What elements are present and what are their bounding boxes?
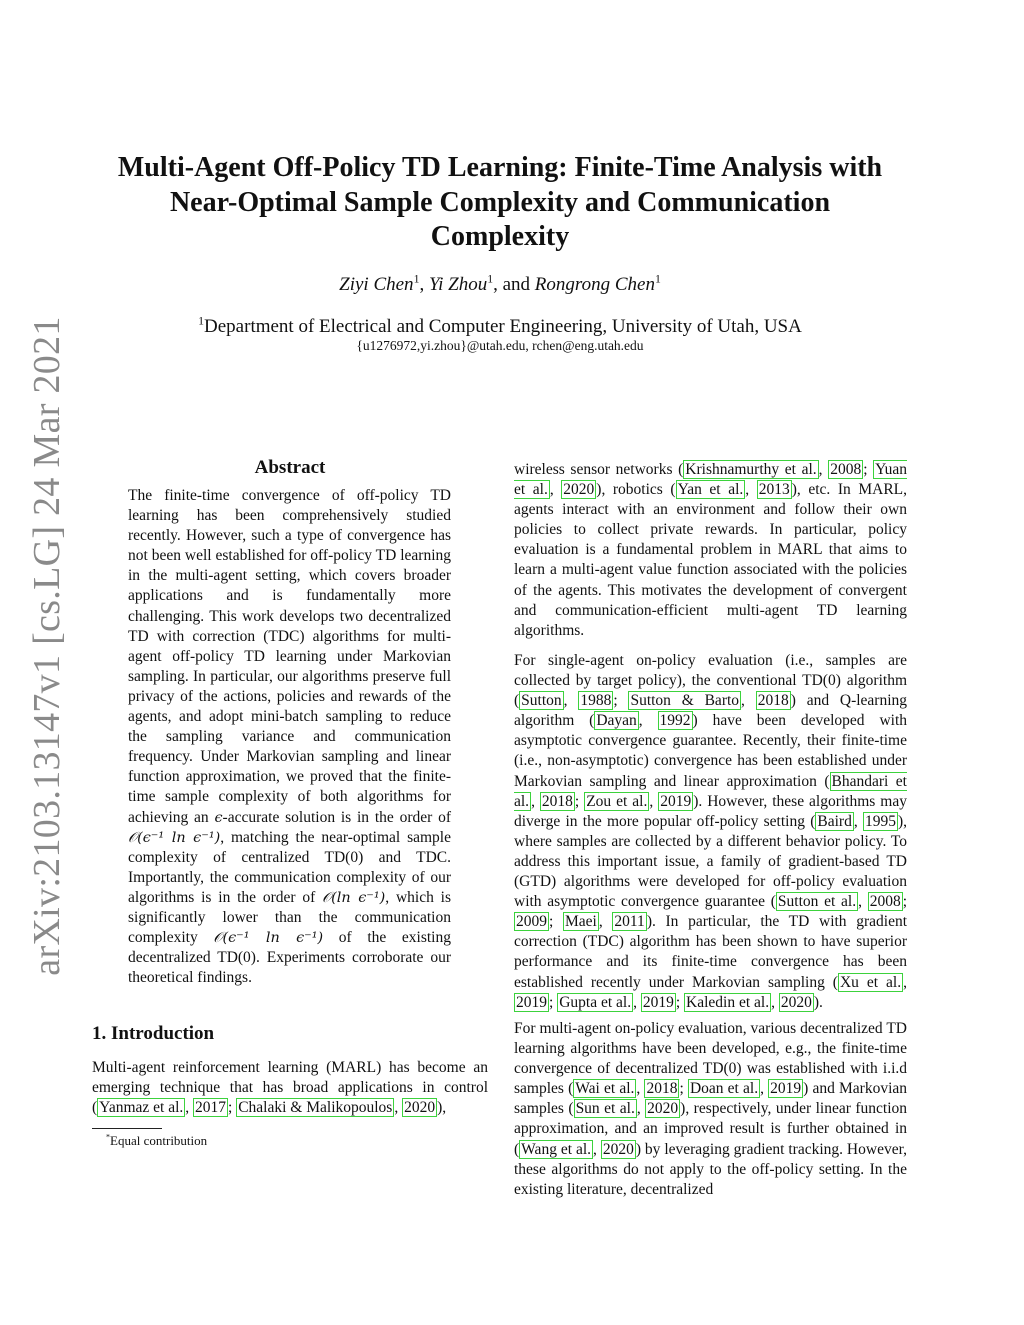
citation-link[interactable]: Xu et al. (839, 973, 902, 991)
footnote-rule (92, 1128, 162, 1129)
citation-link[interactable]: Yanmaz et al. (99, 1099, 184, 1117)
citation-link[interactable]: 2018 (541, 792, 573, 810)
right-column-paragraph-3: For multi-agent on-policy evaluation, various decentralized TD learning algorithms have been developed, e.g., the finite-time convergence of decentralized TD(0) was established with i.i.d samples ( Wai et al. , 2018 ; Doan et al. , 2019 ) and Markovian samples ( Sun et al. , 2020 ), respectively, under linear function approximation, and an improved result is further obtained in ( Wang et al. , 2020 ) by leveraging gradient tracking. However, these algorithms do not apply to the off-policy setting. In the existing literature, decentralized (514, 1020, 908, 1198)
text-run: Multi-agent reinforcement learning (MARL) has become an emerging technique that has broad applications in control ( (92, 1059, 488, 1117)
text-run: ), where samples are collected by a different behavior policy. To address this important issue, a family of gradient-based TD (GTD) algorithms were developed for off-policy evaluation with asymptotic convergence guarantee ( (514, 812, 908, 911)
footnote-text: Equal contribution (110, 1133, 208, 1148)
citation-link[interactable]: Bhandari et al. (514, 772, 907, 810)
citation-link[interactable]: Maei (564, 913, 597, 931)
author-name: Ziyi Chen (339, 274, 414, 295)
author-list (100, 274, 900, 296)
author-affiliation-mark: 1 (487, 272, 494, 286)
affiliation-text: Department of Electrical and Computer Engineering, University of Utah, USA (204, 316, 802, 337)
author-affiliation-mark: 1 (654, 272, 661, 286)
citation-link[interactable]: Sutton (521, 692, 562, 710)
affiliation-mark: 1 (198, 314, 205, 328)
math-complexity: 𝒪(ln ϵ⁻¹) (322, 889, 386, 906)
abstract-text (128, 486, 451, 988)
text-run: ). In particular, the TD with gradient correction (TDC) algorithm has been shown to have superior performance and its finite-time convergence has been established recently under Markovian sampling ( (514, 913, 908, 991)
citation-link[interactable]: 1988 (580, 692, 612, 710)
citation-link[interactable]: 2018 (757, 692, 789, 710)
citation-link[interactable]: 2009 (516, 913, 547, 931)
abstract-segment: -accurate solution is in the order of (222, 808, 451, 826)
text-run: ). However, these algorithms may diverge in the more popular off-policy setting ( (514, 792, 907, 830)
citation-link[interactable]: 2013 (758, 481, 790, 499)
citation-link[interactable]: 2020 (780, 993, 812, 1011)
citation-link[interactable]: Yan et al. (677, 481, 744, 499)
citation-link[interactable]: 2019 (770, 1080, 802, 1098)
text-run: ) and Q-learning algorithm ( (514, 692, 908, 730)
citation-link[interactable]: 2019 (516, 993, 547, 1011)
right-column-paragraph-2: For single-agent on-policy evaluation (i.e., samples are collected by target policy), the conventional TD(0) algorithm ( Sutton , 1988 ; Sutton & Barto , 2018 ) and Q-learning algorithm ( Dayan , 1992 ) have been developed with asymptotic convergence guarantee. Recently, their finite-time (i.e., non-asymptotic) convergence has been established under Markovian sampling and linear approximation ( Bhandari et al. , 2018 ; Zou et al. , 2019 ). However, these algorithms may diverge in the more popular off-policy setting ( Baird , 1995 ), where samples are collected by a different behavior policy. To address this important issue, a family of gradient-based TD (GTD) algorithms were developed for off-policy evaluation with asymptotic convergence guarantee ( Sutton et al. , 2008 ; 2009 ; Maei , 2011 ). In particular, the TD with gradient correction (TDC) algorithm has been shown to have superior performance and its finite-time convergence has been established recently under Markovian sampling ( Xu et al. , 2019 ; Gupta et al. , 2019 ; Kaledin et al. , 2020 ). (514, 652, 908, 1011)
citation-link[interactable]: 2008 (869, 893, 901, 911)
abstract-heading: Abstract (254, 457, 326, 478)
citation-link[interactable]: 2020 (647, 1100, 679, 1118)
paper-title: Multi-Agent Off-Policy TD Learning: Finite-Time Analysis with Near-Optimal Sample Complexity and Communication Complexity (117, 152, 883, 252)
citation-link[interactable]: Chalaki & Malikopoulos (238, 1099, 393, 1117)
math-epsilon: ϵ (214, 809, 223, 826)
author-name: Yi Zhou (428, 274, 488, 295)
text-run: ). (813, 993, 823, 1011)
citation-link[interactable]: Yuan et al. (514, 461, 907, 499)
author-emails: {u1276972,yi.zhou}@utah.edu, rchen@eng.utah.edu (356, 338, 644, 353)
citation-link[interactable]: 2017 (195, 1099, 227, 1117)
text-run: For multi-agent on-policy evaluation, various decentralized TD learning algorithms have been developed, e.g., the finite-time convergence of decentralized TD(0) was established with i.i.d samples ( (514, 1020, 907, 1098)
citation-link[interactable]: 2019 (642, 993, 674, 1011)
author-separator: , (419, 274, 429, 295)
math-complexity: 𝒪(ϵ⁻¹ ln ϵ⁻¹) (213, 930, 324, 947)
footnote (106, 1133, 207, 1149)
citation-link[interactable]: 2008 (830, 461, 862, 478)
citation-link[interactable]: Wai et al. (575, 1080, 635, 1098)
citation-link[interactable]: Krishnamurthy et al. (685, 461, 817, 478)
footnote-mark: * (106, 1132, 111, 1142)
abstract-segment: , matching the near-optimal sample complexity of centralized TD(0) and TDC. Importantly, the communication complexity of our algorithms is in the order of (128, 828, 451, 906)
citation-link[interactable]: Baird (817, 812, 852, 830)
text-run: ), respectively, under linear function approximation, and an improved result is further obtained in ( (514, 1100, 907, 1158)
section-heading-introduction: 1. Introduction (92, 1023, 215, 1044)
text-run: wireless sensor networks ( (514, 461, 684, 478)
citation-link[interactable]: 2020 (563, 481, 595, 499)
citation-link[interactable]: Gupta et al. (559, 993, 632, 1011)
math-complexity: 𝒪(ϵ⁻¹ ln ϵ⁻¹) (128, 829, 221, 846)
citation-link[interactable]: Doan et al. (689, 1080, 759, 1098)
citation-link[interactable]: Zou et al. (586, 792, 648, 810)
abstract-segment: The finite-time convergence of off-policy TD learning has been comprehensively studied recently. However, such a type of convergence has not been well established for off-policy TD learning in the multi-agent setting, which covers broader applications and is fundamentally more challenging. This work develops two decentralized TD with correction (TDC) algorithms for multi-agent off-policy TD learning under Markovian sampling. In particular, our algorithms preserve full privacy of the actions, policies and rewards of the agents, and adopt mini-batch sampling to reduce the sampling variance and communication frequency. Under Markovian sampling and linear function approximation, we proved that the finite-time sample complexity of both algorithms for achieving an (128, 487, 451, 826)
text-run: ), (437, 1099, 447, 1117)
text-run: ) have been developed with asymptotic convergence guarantee. Recently, their finite-time (i.e., non-asymptotic) convergence has been established under Markovian sampling and linear approximation ( (514, 712, 907, 790)
text-run: For single-agent on-policy evaluation (i.e., samples are collected by target policy), the conventional TD(0) algorithm ( (514, 652, 907, 710)
citation-link[interactable]: 2020 (404, 1099, 436, 1117)
affiliation (100, 316, 900, 338)
text-run: ) by leveraging gradient tracking. However, these algorithms do not apply to the off-policy setting. In the existing literature, decentralized (514, 1140, 907, 1198)
citation-link[interactable]: Dayan (596, 712, 637, 730)
text-run: ), etc. In MARL, agents interact with an environment and follow their own policies to collect private rewards. In particular, policy evaluation is a fundamental problem in MARL that aims to learn a multi-agent value function associated with the policies of the agents. This motivates the development of convergent and communication-efficient multi-agent TD learning algorithms. (514, 481, 907, 639)
text-run: ) and Markovian samples ( (514, 1080, 908, 1118)
abstract-segment: of the existing decentralized TD(0). Experiments corroborate our theoretical findings. (128, 929, 451, 987)
citation-link[interactable]: Sutton & Barto (630, 692, 740, 710)
citation-link[interactable]: 1992 (659, 712, 691, 730)
text-run: ), robotics ( (596, 481, 676, 499)
citation-link[interactable]: Sutton et al. (777, 893, 857, 911)
citation-link[interactable]: 2011 (614, 913, 645, 931)
author-name: Rongrong Chen (534, 274, 655, 295)
intro-paragraph: Multi-agent reinforcement learning (MARL) has become an emerging technique that has broad applications in control ( Yanmaz et al. , 2017 ; Chalaki & Malikopoulos , 2020 ), (92, 1059, 488, 1117)
citation-link[interactable]: Sun et al. (575, 1100, 635, 1118)
citation-link[interactable]: 1995 (864, 812, 896, 830)
author-affiliation-mark: 1 (413, 272, 420, 286)
citation-link[interactable]: Wang et al. (521, 1140, 592, 1158)
arxiv-identifier: arXiv:2103.13147v1 [cs.LG] 24 Mar 2021 (26, 316, 68, 976)
citation-link[interactable]: 2018 (646, 1080, 678, 1098)
citation-link[interactable]: Kaledin et al. (686, 993, 770, 1011)
abstract-segment: , which is significantly lower than the communication complexity (128, 888, 451, 947)
author-separator: , and (493, 274, 535, 295)
right-column-paragraph-1: wireless sensor networks ( Krishnamurthy et al. , 2008 ; Yuan et al. , 2020 ), robotics ( Yan et al. , 2013 ), etc. In MARL, agents interact with an environment and follow their own policies to collect private rewards. In particular, policy evaluation is a fundamental problem in MARL that aims to learn a multi-agent value function associated with the policies of the agents. This motivates the development of convergent and communication-efficient multi-agent TD learning algorithms. (514, 461, 907, 639)
citation-link[interactable]: 2020 (602, 1140, 634, 1158)
citation-link[interactable]: 2019 (660, 792, 692, 810)
